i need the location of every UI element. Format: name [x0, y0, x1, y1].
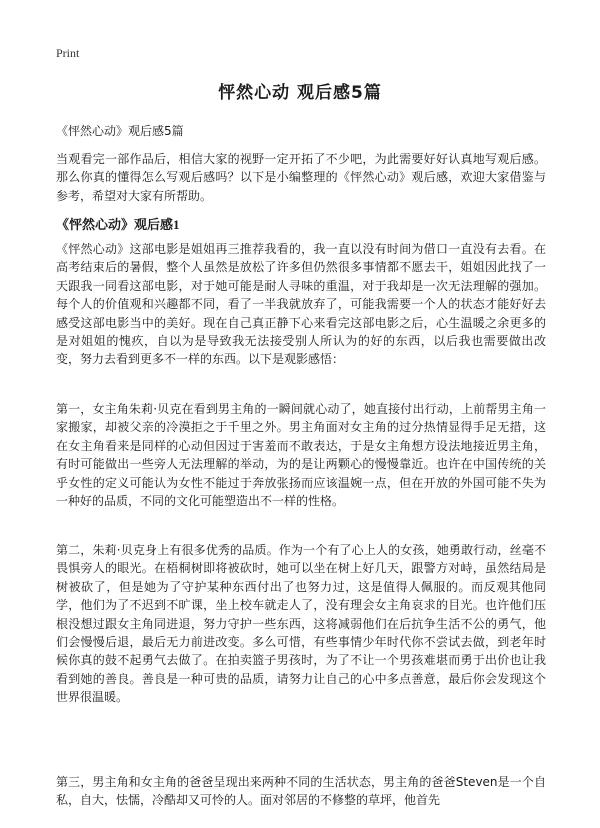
intro-paragraph: 当观看完一部作品后，相信大家的视野一定开拓了不少吧，为此需要好好认真地写观后感。那么你真的懂得怎么写观后感吗？以下是小编整理的《怦然心动》观后感，欢迎大家借鉴与参考，希望对大家有所帮助。: [56, 152, 546, 203]
body-paragraph-1: 《怦然心动》这部电影是姐姐再三推荐我看的，我一直以没有时间为借口一直没有去看。在高考结束后的暑假，整个人虽然是放松了许多但仍然很多事情都不愿去干，姐姐因此找了一天跟我一同看这部电影，对于她可能是耐人寻味的重温，对于我却是一次无法理解的强加。每个人的价值观和兴趣都不同，看了一半我就放弃了，可能我需要一个人的状态才能好好去感受这部电影当中的美好。现在自己真正静下心来看完这部电影之后，心生温暖之余更多的是对姐姐的愧疚，自以为是导致我无法接受别人所认为的好的东西，以后我也需要做出改变，努力去看到更多不一样的东西。以下是观影感悟：: [56, 242, 546, 367]
document-subtitle: 《怦然心动》观后感5篇: [56, 124, 184, 138]
body-paragraph-2: 第一，女主角朱莉·贝克在看到男主角的一瞬间就心动了，她直接付出行动，上前帮男主角一家搬家，却被父亲的冷漠拒之于千里之外。男主角面对女主角的过分热情显得手足无措，这在女主角看来是同样的心动但因过于害羞而不敢表达，于是女主角想方设法地接近男主角，有时可能做出一些旁人无法理解的举动，为的是让两颗心的慢慢靠近。也许在中国传统的关乎女性的定义可能认为女性不能过于奔放张扬而应该温婉一点，但在开放的外国可能不失为一种好的品质，不同的文化可能塑造出不一样的性格。: [56, 402, 546, 509]
page-title: 怦然心动 观后感5篇: [218, 83, 382, 103]
section-heading: 《怦然心动》观后感1: [56, 217, 180, 232]
body-paragraph-4: 第三，男主角和女主角的爸爸呈现出来两种不同的生活状态，男主角的爸爸Steven是一个自私，自大，怯懦，冷酷却又可怜的人。面对邻居的不修整的草坪，他首先: [56, 775, 546, 808]
print-link[interactable]: Print: [56, 46, 80, 60]
body-paragraph-3: 第二，朱莉·贝克身上有很多优秀的品质。作为一个有了心上人的女孩，她勇敢行动，丝毫不畏惧旁人的眼光。在梧桐树即将被砍时，她可以坐在树上好几天，跟警方对峙，虽然结局是树被砍了，但是她为了守护某种东西付出了也努力过，这是值得人佩服的。而反观其他同学，他们为了不迟到不旷课，坐上校车就走人了，没有理会女主角哀求的目光。也许他们压根没想过跟女主角同进退，努力守护一些东西，这将减弱他们在后抗争生活不公的勇气，他们会慢慢后退，最后无力前进改变。多么可惜，有些事情少年时代你不尝试去做，到老年时候你真的鼓不起勇气去做了。在拍卖篮子男孩时，为了不让一个男孩难堪而勇于出价也让我看到她的善良。善良是一种可贵的品质，请努力让自己的心中多点善意，最后你会发现这个世界很温暖。: [56, 543, 546, 705]
